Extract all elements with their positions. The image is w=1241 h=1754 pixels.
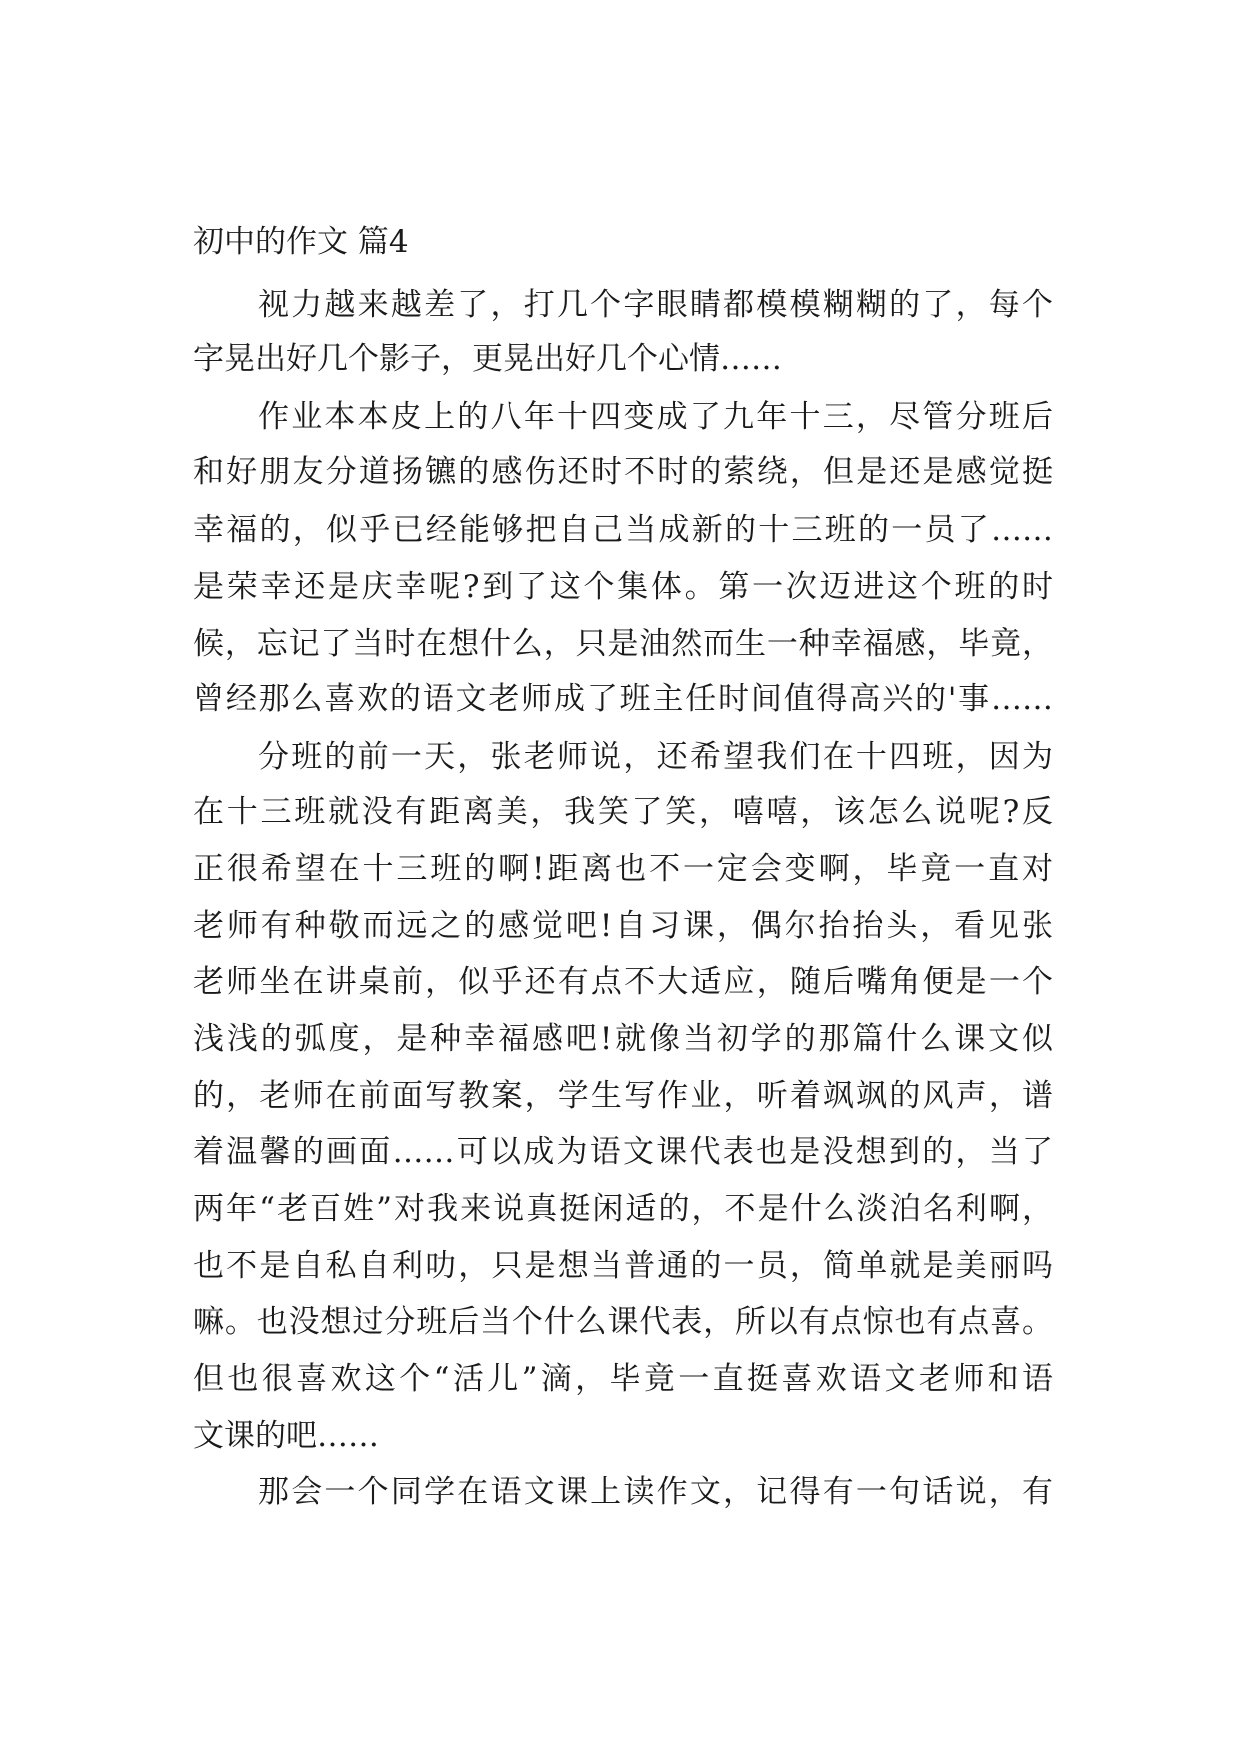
text-line: 着温馨的画面……可以成为语文课代表也是没想到的，当了 (193, 1134, 1053, 1170)
text-line: 老师有种敬而远之的感觉吧!自习课，偶尔抬抬头，看见张 (193, 908, 1053, 944)
text-line: 字晃出好几个影子，更晃出好几个心情…… (193, 341, 782, 377)
text-line: 候，忘记了当时在想什么，只是油然而生一种幸福感，毕竟， (193, 626, 1053, 662)
text-line: 也不是自私自利叻，只是想当普通的一员，简单就是美丽吗 (193, 1248, 1053, 1284)
text-line: 但也很喜欢这个“活儿”滴，毕竟一直挺喜欢语文老师和语 (193, 1361, 1053, 1397)
text-line: 幸福的，似乎已经能够把自己当成新的十三班的一员了…… (193, 512, 1053, 548)
text-line: 老师坐在讲桌前，似乎还有点不大适应，随后嘴角便是一个 (193, 964, 1053, 1000)
text-line: 嘛。也没想过分班后当个什么课代表，所以有点惊也有点喜。 (193, 1304, 1053, 1340)
text-line: 那会一个同学在语文课上读作文，记得有一句话说，有 (258, 1474, 1053, 1510)
document-title: 初中的作文 篇4 (193, 224, 409, 260)
text-line: 两年“老百姓”对我来说真挺闲适的，不是什么淡泊名利啊， (193, 1191, 1053, 1227)
text-line: 文课的吧…… (193, 1418, 379, 1454)
text-line: 浅浅的弧度，是种幸福感吧!就像当初学的那篇什么课文似 (193, 1021, 1053, 1057)
text-line: 在十三班就没有距离美，我笑了笑，嘻嘻，该怎么说呢?反 (193, 794, 1053, 830)
text-line: 和好朋友分道扬镳的感伤还时不时的萦绕，但是还是感觉挺 (193, 454, 1053, 490)
text-line: 视力越来越差了，打几个字眼睛都模模糊糊的了，每个 (258, 287, 1053, 323)
text-line: 曾经那么喜欢的语文老师成了班主任时间值得高兴的'事…… (193, 681, 1053, 717)
text-line: 的，老师在前面写教案，学生写作业，听着飒飒的风声，谱 (193, 1078, 1053, 1114)
text-line: 是荣幸还是庆幸呢?到了这个集体。第一次迈进这个班的时 (193, 569, 1053, 605)
text-line: 正很希望在十三班的啊!距离也不一定会变啊，毕竟一直对 (193, 851, 1053, 887)
text-line: 作业本本皮上的八年十四变成了九年十三，尽管分班后 (258, 399, 1053, 435)
text-line: 分班的前一天，张老师说，还希望我们在十四班，因为 (258, 739, 1053, 775)
